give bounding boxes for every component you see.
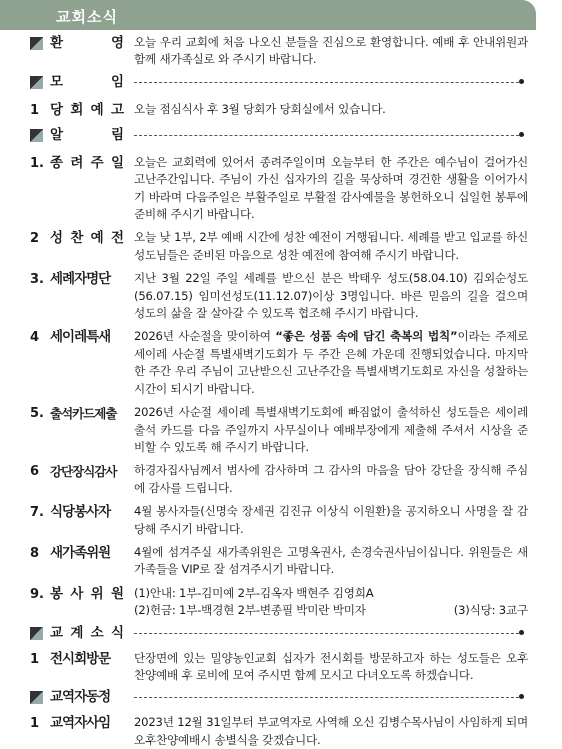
list-item: 1 당 회 예 고 오늘 점심식사 후 3월 당회가 당회실에서 있습니다. (0, 101, 562, 120)
list-item: 6 강단장식감사 하경자집사님께서 범사에 감사하며 그 감사의 마음을 담아 강단을 장식해 주심에 감사를 드립니다. (0, 462, 562, 497)
section-divider (134, 126, 524, 145)
list-item: 8 새가족위원 4월에 섬겨주실 새가족위원은 고명옥권사, 손경숙권사님이십니다. 위원들은 새가족들을 VIP로 잘 섬겨주시기 바랍니다. (0, 544, 562, 579)
fellowship-label: 교 계 소 식 (50, 624, 124, 641)
item-text: 4월 봉사자들(신명숙 장세권 김진규 이상식 이원환)을 공지하오니 사명을 잘 감당해 주시기 바랍니다. (134, 504, 528, 536)
item-label: 새가족위원 (50, 544, 111, 561)
list-item: 3. 세례자명단 지난 3월 22일 주일 세례를 받으신 분은 박태우 성도(58.04.10) 김외순성도(56.07.15) 임미선성도(11.12.07)이상 3명입니다. 바른 믿음의 길을 걸으며 성도의 삶을 잘 살아갈 수 있도록 협조해 주시기 바랍니다. (0, 270, 562, 322)
section-header-tab (0, 0, 536, 30)
item-text: 하경자집사님께서 범사에 감사하며 그 감사의 마음을 담아 강단을 장식해 주심에 감사를 드립니다. (134, 463, 528, 495)
item-label: 교역자사임 (50, 715, 111, 732)
item-label: 세례자명단 (50, 271, 111, 288)
list-item: 9. 봉 사 위 원 (1)안내: 1부-김미예 2부-김옥자 백현주 김영희A (2)헌금: 1부-백경현 2부-변종필 박미란 박미자 (3)식당: 3교구 (0, 585, 562, 620)
item-label: 당 회 예 고 (50, 101, 124, 118)
list-item: 2 성 찬 예 전 오늘 낮 1부, 2부 예배 시간에 성찬 예전이 거행됩니다. 세례를 받고 입교를 하신 성도님들은 준비된 마음으로 성찬 예전에 참여해 주시기 바랍니다. (0, 229, 562, 264)
item-label: 세이레특새 (50, 329, 111, 346)
list-item: 7. 식당봉사자 4월 봉사자들(신명숙 장세권 김진규 이상식 이원환)을 공지하오니 사명을 잘 감당해 주시기 바랍니다. (0, 503, 562, 538)
meeting-label: 모 임 (50, 73, 124, 90)
notice-section (0, 126, 562, 148)
section-divider (134, 624, 524, 643)
item-text: 오늘 낮 1부, 2부 예배 시간에 성찬 예전이 거행됩니다. 세례를 받고 입교를 하신 성도님들은 준비된 마음으로 성찬 예전에 참여해 주시기 바랍니다. (134, 230, 528, 262)
section-marker-icon (30, 627, 43, 640)
item-label: 식당봉사자 (50, 504, 111, 521)
item-text: 단장면에 있는 밀양농인교회 십자가 전시회를 방문하고자 하는 성도들은 오후 찬양예배 후 로비에 모여 주시면 함께 모시고 다녀오도록 하겠습니다. (134, 650, 528, 682)
minister-section (0, 688, 562, 710)
fellowship-section (0, 624, 562, 646)
welcome-text: 오늘 우리 교회에 처음 나오신 분들을 진심으로 환영합니다. 예배 후 안내위원과 함께 새가족실로 와 주시기 바랍니다. (134, 35, 528, 67)
item-label: 강단장식감사 (50, 464, 117, 480)
item-text: 2023년 12월 31일부터 부교역자로 사역해 오신 김병수목사님이 사임하게 되며 오후찬양예배시 송별식을 갖겠습니다. (134, 715, 528, 747)
item-label: 종 려 주 일 (50, 154, 124, 171)
item-text: 2026년 사순절 세이레 특별새벽기도회에 빠짐없이 출석하신 성도들은 세이레 출석 카드를 다음 주일까지 사무실이나 예배부장에게 제출해 주셔서 시상을 준비할 수 있도록 해 주시기 바랍니다. (134, 405, 528, 454)
bulletin-content (0, 34, 562, 749)
section-divider (134, 688, 524, 707)
section-marker-icon (30, 691, 43, 704)
item-text: 지난 3월 22일 주일 세례를 받으신 분은 박태우 성도(58.04.10) 김외순성도(56.07.15) 임미선성도(11.12.07)이상 3명입니다. 바른 믿음의 길을 걸으며 성도의 삶을 잘 살아갈 수 있도록 협조해 주시기 바랍니다. (134, 271, 528, 321)
header-title: 교회소식 (56, 8, 118, 26)
welcome-section (0, 34, 562, 69)
list-item: 1 교역자사임 2023년 12월 31일부터 부교역자로 사역해 오신 김병수목사님이 사임하게 되며 오후찬양예배시 송별식을 갖겠습니다. (0, 714, 562, 749)
item-text: 2026년 사순절을 맞이하여 “좋은 성품 속에 담긴 축복의 법칙”이라는 주제로 세이레 사순절 특별새벽기도회가 두 주간 은혜 가운데 진행되었습니다. 마지막 한 주간 우리 주님이 고난받으신 고난주간을 특별새벽기도회로 자신을 성찰하는 시간이 되시기 바랍니다. (134, 329, 528, 396)
list-item: 1. 종 려 주 일 오늘은 교회력에 있어서 종려주일이며 오늘부터 한 주간은 예수님이 걸어가신 고난주간입니다. 주님이 가신 십자가의 길을 묵상하며 경건한 생활을 이어가시기 바라며 다음주일은 부활주일로 부활절 감사예물을 봉헌하오니 십일헌 봉투에 준비해 주시기 바랍니다. (0, 154, 562, 224)
section-marker-icon (30, 37, 43, 50)
list-item: 1 전시회방문 단장면에 있는 밀양농인교회 십자가 전시회를 방문하고자 하는 성도들은 오후 찬양예배 후 로비에 모여 주시면 함께 모시고 다녀오도록 하겠습니다. (0, 650, 562, 685)
list-item: 5. 출석카드제출 2026년 사순절 세이레 특별새벽기도회에 빠짐없이 출석하신 성도들은 세이레 출석 카드를 다음 주일까지 사무실이나 예배부장에게 제출해 주셔서 시상을 준비할 수 있도록 해 주시기 바랍니다. (0, 404, 562, 456)
meeting-section (0, 73, 562, 95)
section-marker-icon (30, 76, 43, 89)
minister-label: 교역자동정 (50, 689, 111, 706)
list-item: 4 세이레특새 2026년 사순절을 맞이하여 “좋은 성품 속에 담긴 축복의 법칙”이라는 주제로 세이레 사순절 특별새벽기도회가 두 주간 은혜 가운데 진행되었습니다. 마지막 한 주간 우리 주님이 고난받으신 고난주간을 특별새벽기도회로 자신을 성찰하는 시간이 되시기 바랍니다. (0, 328, 562, 398)
item-text: (1)안내: 1부-김미예 2부-김옥자 백현주 김영희A (2)헌금: 1부-백경현 2부-변종필 박미란 박미자 (3)식당: 3교구 (134, 585, 528, 618)
item-label: 봉 사 위 원 (50, 585, 124, 602)
item-text: 오늘 점심식사 후 3월 당회가 당회실에서 있습니다. (134, 101, 386, 116)
item-label: 전시회방문 (50, 650, 111, 667)
item-text: 오늘은 교회력에 있어서 종려주일이며 오늘부터 한 주간은 예수님이 걸어가신 고난주간입니다. 주님이 가신 십자가의 길을 묵상하며 경건한 생활을 이어가시기 바라며 다음주일은 부활주일로 부활절 감사예물을 봉헌하오니 십일헌 봉투에 준비해 주시기 바랍니다. (134, 154, 528, 222)
item-label: 성 찬 예 전 (50, 230, 124, 247)
section-divider (134, 73, 524, 92)
section-marker-icon (30, 129, 43, 142)
item-text: 4월에 섬겨주실 새가족위원은 고명옥권사, 손경숙권사님이십니다. 위원들은 새가족들을 VIP로 잘 섬겨주시기 바랍니다. (134, 544, 528, 577)
notice-label: 알 림 (50, 126, 124, 143)
item-label: 출석카드제출 (50, 406, 117, 422)
welcome-label: 환 영 (50, 35, 124, 51)
